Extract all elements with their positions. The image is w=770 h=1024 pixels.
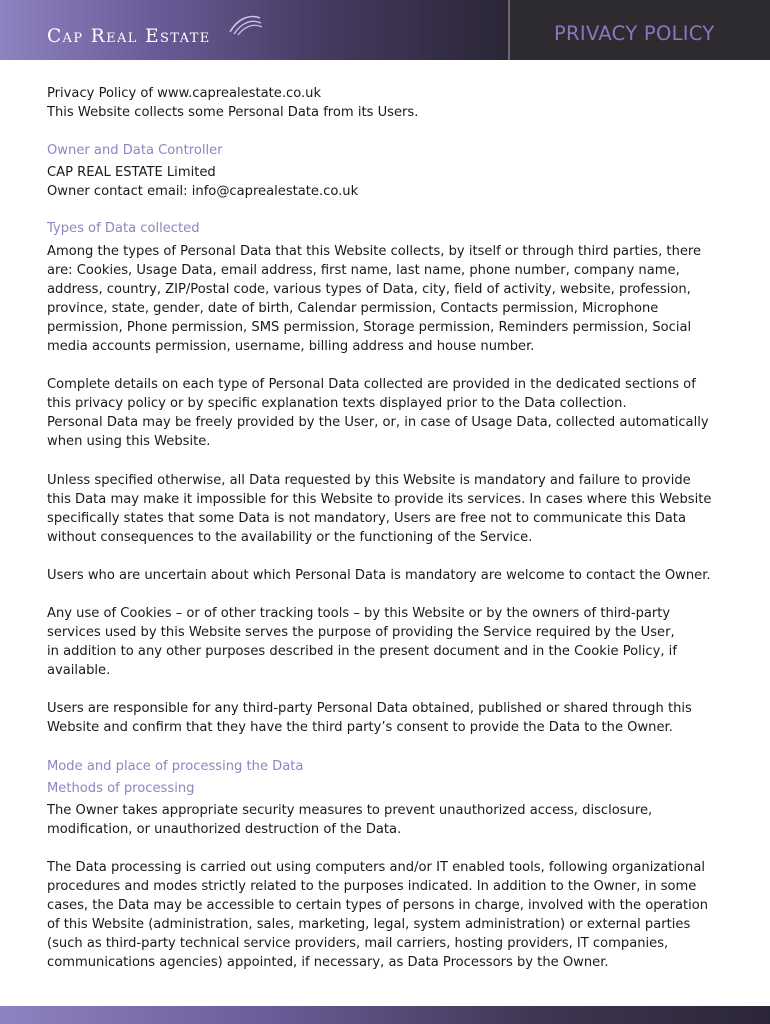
types-heading: Types of Data collected	[47, 221, 200, 237]
policy-content	[47, 84, 729, 972]
methods-paragraph-2: The Data processing is carried out using computers and/or IT enabled tools, following organizational procedures and modes strictly related to the purposes indicated. In addition to the Owner, in some cases, the Data may be accessible to certain types of persons in charge, involved with the operation of this Website (administration, sales, marketing, legal, system administration) or external parties (such as third-party technical service providers, mail carriers, hosting providers, IT companies, communications agencies) appointed, if necessary, as Data Processors by the Owner.	[47, 859, 709, 971]
brand-name: Cap Real Estate	[47, 26, 211, 47]
page-header	[0, 0, 770, 60]
owner-name: CAP REAL ESTATE Limited	[47, 165, 216, 181]
types-paragraph-5: Any use of Cookies – or of other tracking tools – by this Website or by the owners of third-party services used by this Website serves the purpose of providing the Service required by the User, in addition to any other purposes described in the present document and in the Cookie Policy, if available.	[47, 605, 677, 679]
methods-paragraph-1: The Owner takes appropriate security measures to prevent unauthorized access, disclosure, modification, or unauthorized destruction of the Data.	[47, 802, 653, 837]
owner-email: Owner contact email: info@caprealestate.co.uk	[47, 184, 359, 200]
document-title: PRIVACY POLICY	[554, 22, 715, 45]
intro-url-line: Privacy Policy of www.caprealestate.co.uk	[47, 86, 322, 101]
brand-banner	[0, 0, 508, 60]
footer-bar	[0, 1006, 770, 1024]
types-paragraph-6: Users are responsible for any third-party Personal Data obtained, published or shared through this Website and confirm that they have the third party’s consent to provide the Data to the Owner.	[47, 701, 692, 736]
types-paragraph-3: Unless specified otherwise, all Data requested by this Website is mandatory and failure to provide this Data may make it impossible for this Website to provide its services. In cases where this Website specifically states that some Data is not mandatory, Users are free not to communicate this Data without consequences to the availability or the functioning of the Service.	[47, 472, 712, 545]
types-paragraph-2: Complete details on each type of Personal Data collected are provided in the dedicated sections of this privacy policy or by specific explanation texts displayed prior to the Data collection. Personal Data may be freely provided by the User, or, in case of Usage Data, collected automatically when using this Website.	[47, 377, 709, 450]
intro-collects-line: This Website collects some Personal Data from its Users.	[47, 105, 419, 121]
owner-heading: Owner and Data Controller	[47, 143, 223, 159]
methods-heading: Methods of processing	[47, 780, 195, 796]
swoosh-logo-icon	[226, 12, 264, 36]
document-title-box	[508, 0, 770, 60]
types-paragraph-1: Among the types of Personal Data that this Website collects, by itself or through third parties, there are: Cookies, Usage Data, email address, first name, last name, phone number, company name, address, country, ZIP/Postal code, various types of Data, city, field of activity, website, profession, province, state, gender, date of birth, Calendar permission, Contacts permission, Microphone permission, Phone permission, SMS permission, Storage permission, Reminders permission, Social media accounts permission, username, billing address and house number.	[47, 243, 702, 355]
types-paragraph-4: Users who are uncertain about which Personal Data is mandatory are welcome to contact the Owner.	[47, 567, 711, 583]
mode-heading: Mode and place of processing the Data	[47, 758, 304, 774]
